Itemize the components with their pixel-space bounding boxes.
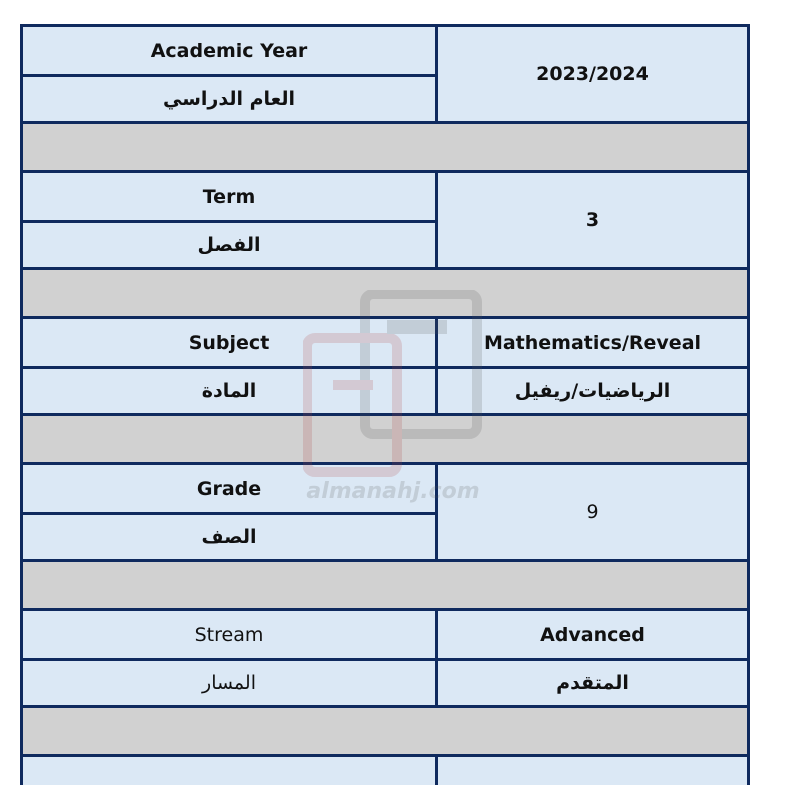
grade-label-ar: الصف	[23, 512, 435, 559]
grade-block	[23, 465, 747, 562]
term-label-en: Term	[23, 173, 435, 220]
grade-label-en: Grade	[23, 465, 435, 512]
subject-block	[23, 319, 747, 416]
academic-year-value: 2023/2024	[438, 27, 747, 121]
term-label-ar: الفصل	[23, 220, 435, 267]
partial-block	[23, 757, 747, 785]
stream-block	[23, 611, 747, 708]
academic-year-label-en: Academic Year	[23, 27, 435, 74]
spacer-row	[23, 124, 747, 173]
spacer-row	[23, 708, 747, 757]
subject-value-en: Mathematics/Reveal	[438, 319, 747, 366]
info-table	[20, 24, 750, 785]
partial-label-cell	[23, 757, 435, 785]
subject-label-en: Subject	[23, 319, 435, 366]
stream-label-en: Stream	[23, 611, 435, 658]
stream-label-ar: المسار	[23, 658, 435, 705]
stream-value-ar: المتقدم	[438, 658, 747, 705]
spacer-row	[23, 416, 747, 465]
partial-value-cell	[438, 757, 747, 785]
subject-value-ar: الرياضيات/ريفيل	[438, 366, 747, 413]
stream-value-en: Advanced	[438, 611, 747, 658]
grade-value: 9	[438, 465, 747, 559]
term-value: 3	[438, 173, 747, 267]
term-block	[23, 173, 747, 270]
academic-year-label-ar: العام الدراسي	[23, 74, 435, 121]
subject-label-ar: المادة	[23, 366, 435, 413]
spacer-row	[23, 562, 747, 611]
spacer-row	[23, 270, 747, 319]
academic-year-block	[23, 27, 747, 124]
